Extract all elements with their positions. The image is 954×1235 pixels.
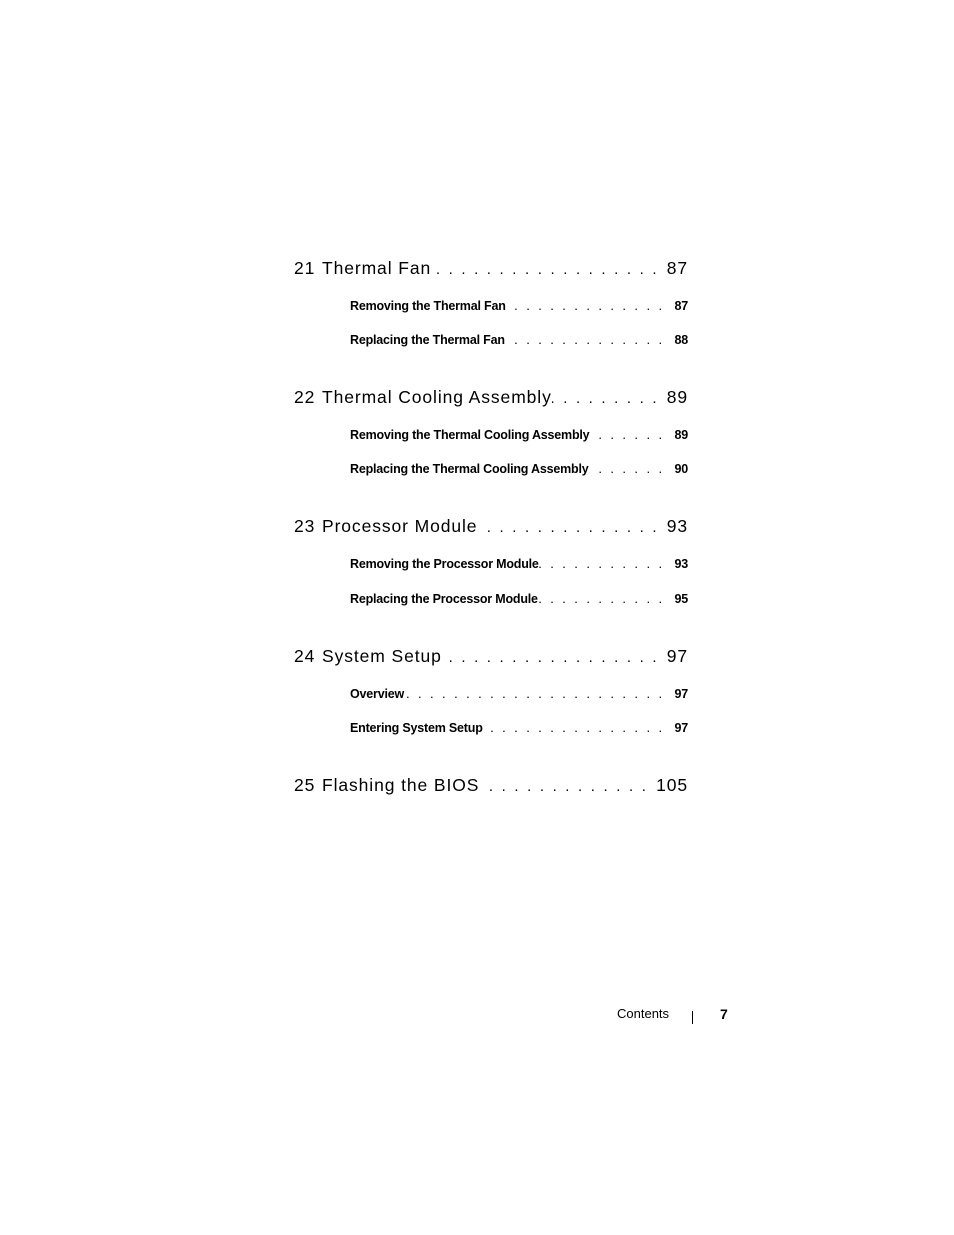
chapter-title: Thermal Fan	[322, 258, 432, 278]
section-page-number: 97	[674, 687, 688, 701]
section-page-number: 88	[674, 333, 688, 347]
chapter-page-number: 89	[666, 387, 688, 407]
toc-chapter-23[interactable]	[294, 516, 688, 542]
section-page-number: 90	[674, 462, 688, 476]
chapter-title: Processor Module	[322, 516, 478, 536]
page-footer	[600, 1006, 730, 1026]
toc-section-removing-thermal-cooling-assembly[interactable]	[350, 427, 688, 445]
footer-section-label: Contents	[617, 1006, 670, 1021]
toc-section-replacing-processor-module[interactable]	[350, 591, 688, 609]
toc-section-replacing-thermal-fan[interactable]	[350, 332, 688, 350]
section-title: Removing the Thermal Cooling Assembly	[350, 428, 590, 442]
dot-leader	[483, 720, 665, 735]
chapter-title: Flashing the BIOS	[322, 775, 480, 795]
section-page-number: 87	[674, 299, 688, 313]
section-title: Replacing the Processor Module	[350, 592, 538, 606]
chapter-page-number: 87	[666, 258, 688, 278]
chapter-page-number: 105	[656, 775, 688, 795]
dot-leader	[404, 686, 664, 701]
toc-section-entering-system-setup[interactable]	[350, 720, 688, 738]
section-page-number: 89	[674, 428, 688, 442]
footer-separator	[692, 1011, 693, 1024]
dot-leader	[589, 461, 665, 476]
table-of-contents	[294, 0, 688, 900]
chapter-title: Thermal Cooling Assembly	[322, 387, 552, 407]
toc-section-overview[interactable]	[350, 686, 688, 704]
toc-chapter-24[interactable]	[294, 646, 688, 672]
section-title: Replacing the Thermal Cooling Assembly	[350, 462, 589, 476]
chapter-number: 21	[294, 258, 316, 278]
toc-chapter-21[interactable]	[294, 258, 688, 284]
section-title: Removing the Processor Module	[350, 557, 539, 571]
dot-leader	[442, 649, 659, 666]
chapter-page-number: 93	[666, 516, 688, 536]
dot-leader	[505, 332, 665, 347]
toc-chapter-22[interactable]	[294, 387, 688, 413]
section-title: Overview	[350, 687, 404, 701]
section-page-number: 97	[674, 721, 688, 735]
chapter-page-number: 97	[666, 646, 688, 666]
dot-leader	[477, 519, 658, 536]
dot-leader	[431, 261, 659, 278]
chapter-title: System Setup	[322, 646, 442, 666]
section-title: Entering System Setup	[350, 721, 483, 735]
chapter-number: 23	[294, 516, 316, 536]
toc-section-removing-thermal-fan[interactable]	[350, 298, 688, 316]
toc-chapter-25[interactable]	[294, 775, 688, 801]
dot-leader	[506, 298, 665, 313]
section-page-number: 95	[674, 592, 688, 606]
chapter-number: 24	[294, 646, 316, 666]
toc-section-replacing-thermal-cooling-assembly[interactable]	[350, 461, 688, 479]
toc-section-removing-processor-module[interactable]	[350, 556, 688, 574]
footer-page-number: 7	[720, 1006, 728, 1022]
chapter-number: 25	[294, 775, 316, 795]
dot-leader	[539, 556, 665, 571]
dot-leader	[479, 778, 648, 795]
section-title: Removing the Thermal Fan	[350, 299, 506, 313]
dot-leader	[538, 591, 665, 606]
section-page-number: 93	[674, 557, 688, 571]
dot-leader	[589, 427, 664, 442]
section-title: Replacing the Thermal Fan	[350, 333, 505, 347]
dot-leader	[552, 390, 659, 407]
chapter-number: 22	[294, 387, 316, 407]
